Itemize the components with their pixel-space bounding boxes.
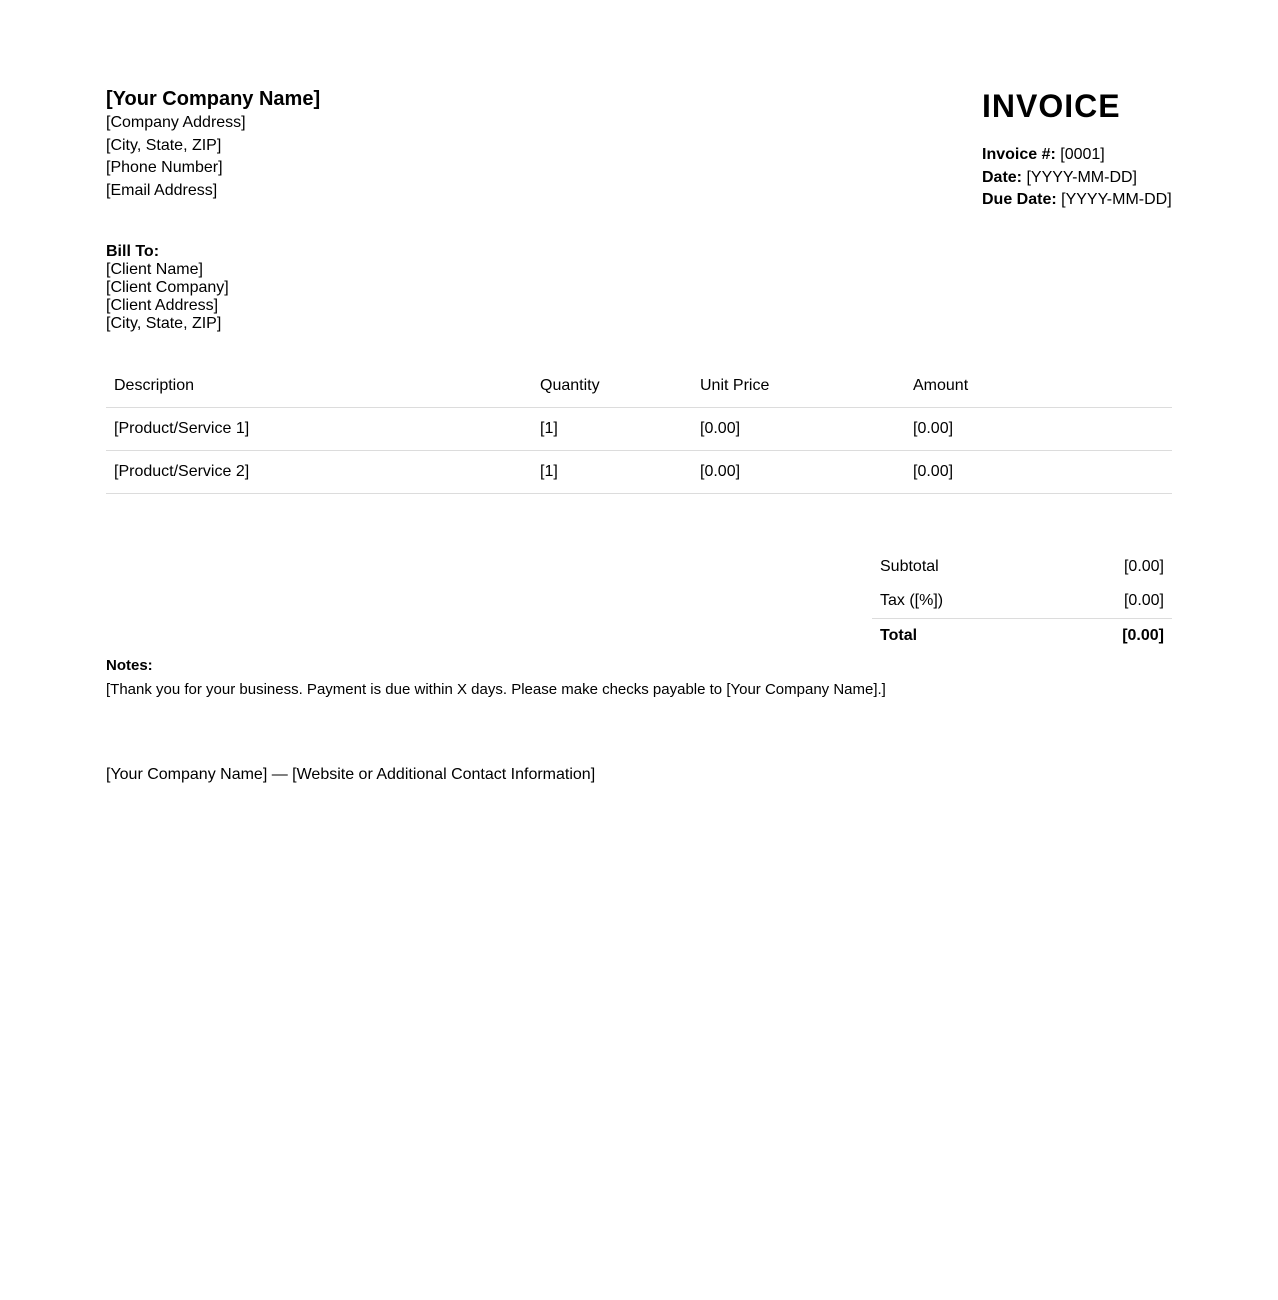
invoice-date-value: [YYYY-MM-DD] [1026, 168, 1137, 186]
company-address: [Company Address] [106, 114, 246, 131]
invoice-date [982, 167, 1172, 190]
cell-quantity: [1] [532, 408, 692, 451]
header-quantity: Quantity [532, 365, 692, 408]
bill-to-label: Bill To: [106, 243, 160, 260]
total-row [872, 619, 1172, 654]
cell-amount: [0.00] [905, 451, 1172, 494]
bill-to [106, 243, 229, 333]
subtotal-row [872, 550, 1172, 584]
invoice-due-date [982, 189, 1172, 212]
client-city-state-zip: [City, State, ZIP] [106, 315, 222, 332]
tax-value: [0.00] [1123, 592, 1164, 609]
cell-unit-price: [0.00] [692, 451, 905, 494]
subtotal-label: Subtotal [880, 558, 939, 575]
header-description: Description [106, 365, 532, 408]
cell-unit-price: [0.00] [692, 408, 905, 451]
notes-text: [Thank you for your business. Payment is due within X days. Please make checks payable to [Your Company Name].] [106, 681, 886, 698]
invoice-number-label: Invoice #: [982, 146, 1056, 163]
header-unit-price: Unit Price [692, 365, 905, 408]
company-city-state-zip: [City, State, ZIP] [106, 136, 222, 154]
invoice-due-date-value: [YYYY-MM-DD] [1061, 191, 1172, 208]
invoice-number [982, 144, 1172, 167]
invoice-meta [982, 86, 1172, 212]
company-email: [Email Address] [106, 181, 218, 199]
cell-amount: [0.00] [905, 408, 1172, 451]
header-amount: Amount [905, 365, 1172, 408]
tax-row [872, 584, 1172, 619]
invoice-title: INVOICE [982, 88, 1121, 124]
company-phone: [Phone Number] [106, 159, 223, 176]
table-row [106, 451, 1172, 494]
notes-label: Notes: [106, 657, 153, 674]
cell-description: [Product/Service 2] [106, 451, 532, 494]
subtotal-value: [0.00] [1123, 558, 1164, 575]
totals-table [872, 550, 1172, 653]
notes-section [106, 656, 886, 703]
invoice-date-label: Date: [982, 168, 1023, 186]
total-label: Total [872, 619, 1045, 654]
client-address: [Client Address] [106, 297, 219, 314]
client-name: [Client Name] [106, 261, 203, 278]
client-company: [Client Company] [106, 279, 229, 296]
table-row [106, 408, 1172, 451]
table-header-row [106, 365, 1172, 408]
cell-quantity: [1] [532, 451, 692, 494]
footer: [Your Company Name] — [Website or Additional Contact Information] [106, 766, 596, 783]
tax-label: Tax ([%]) [880, 592, 944, 609]
invoice-due-date-label: Due Date: [982, 191, 1057, 208]
line-items-table [106, 365, 1172, 494]
company-name: [Your Company Name] [106, 88, 321, 110]
total-value: [0.00] [1045, 619, 1172, 654]
cell-description: [Product/Service 1] [106, 408, 532, 451]
company-info [106, 86, 320, 202]
invoice-number-value: [0001] [1060, 146, 1105, 163]
